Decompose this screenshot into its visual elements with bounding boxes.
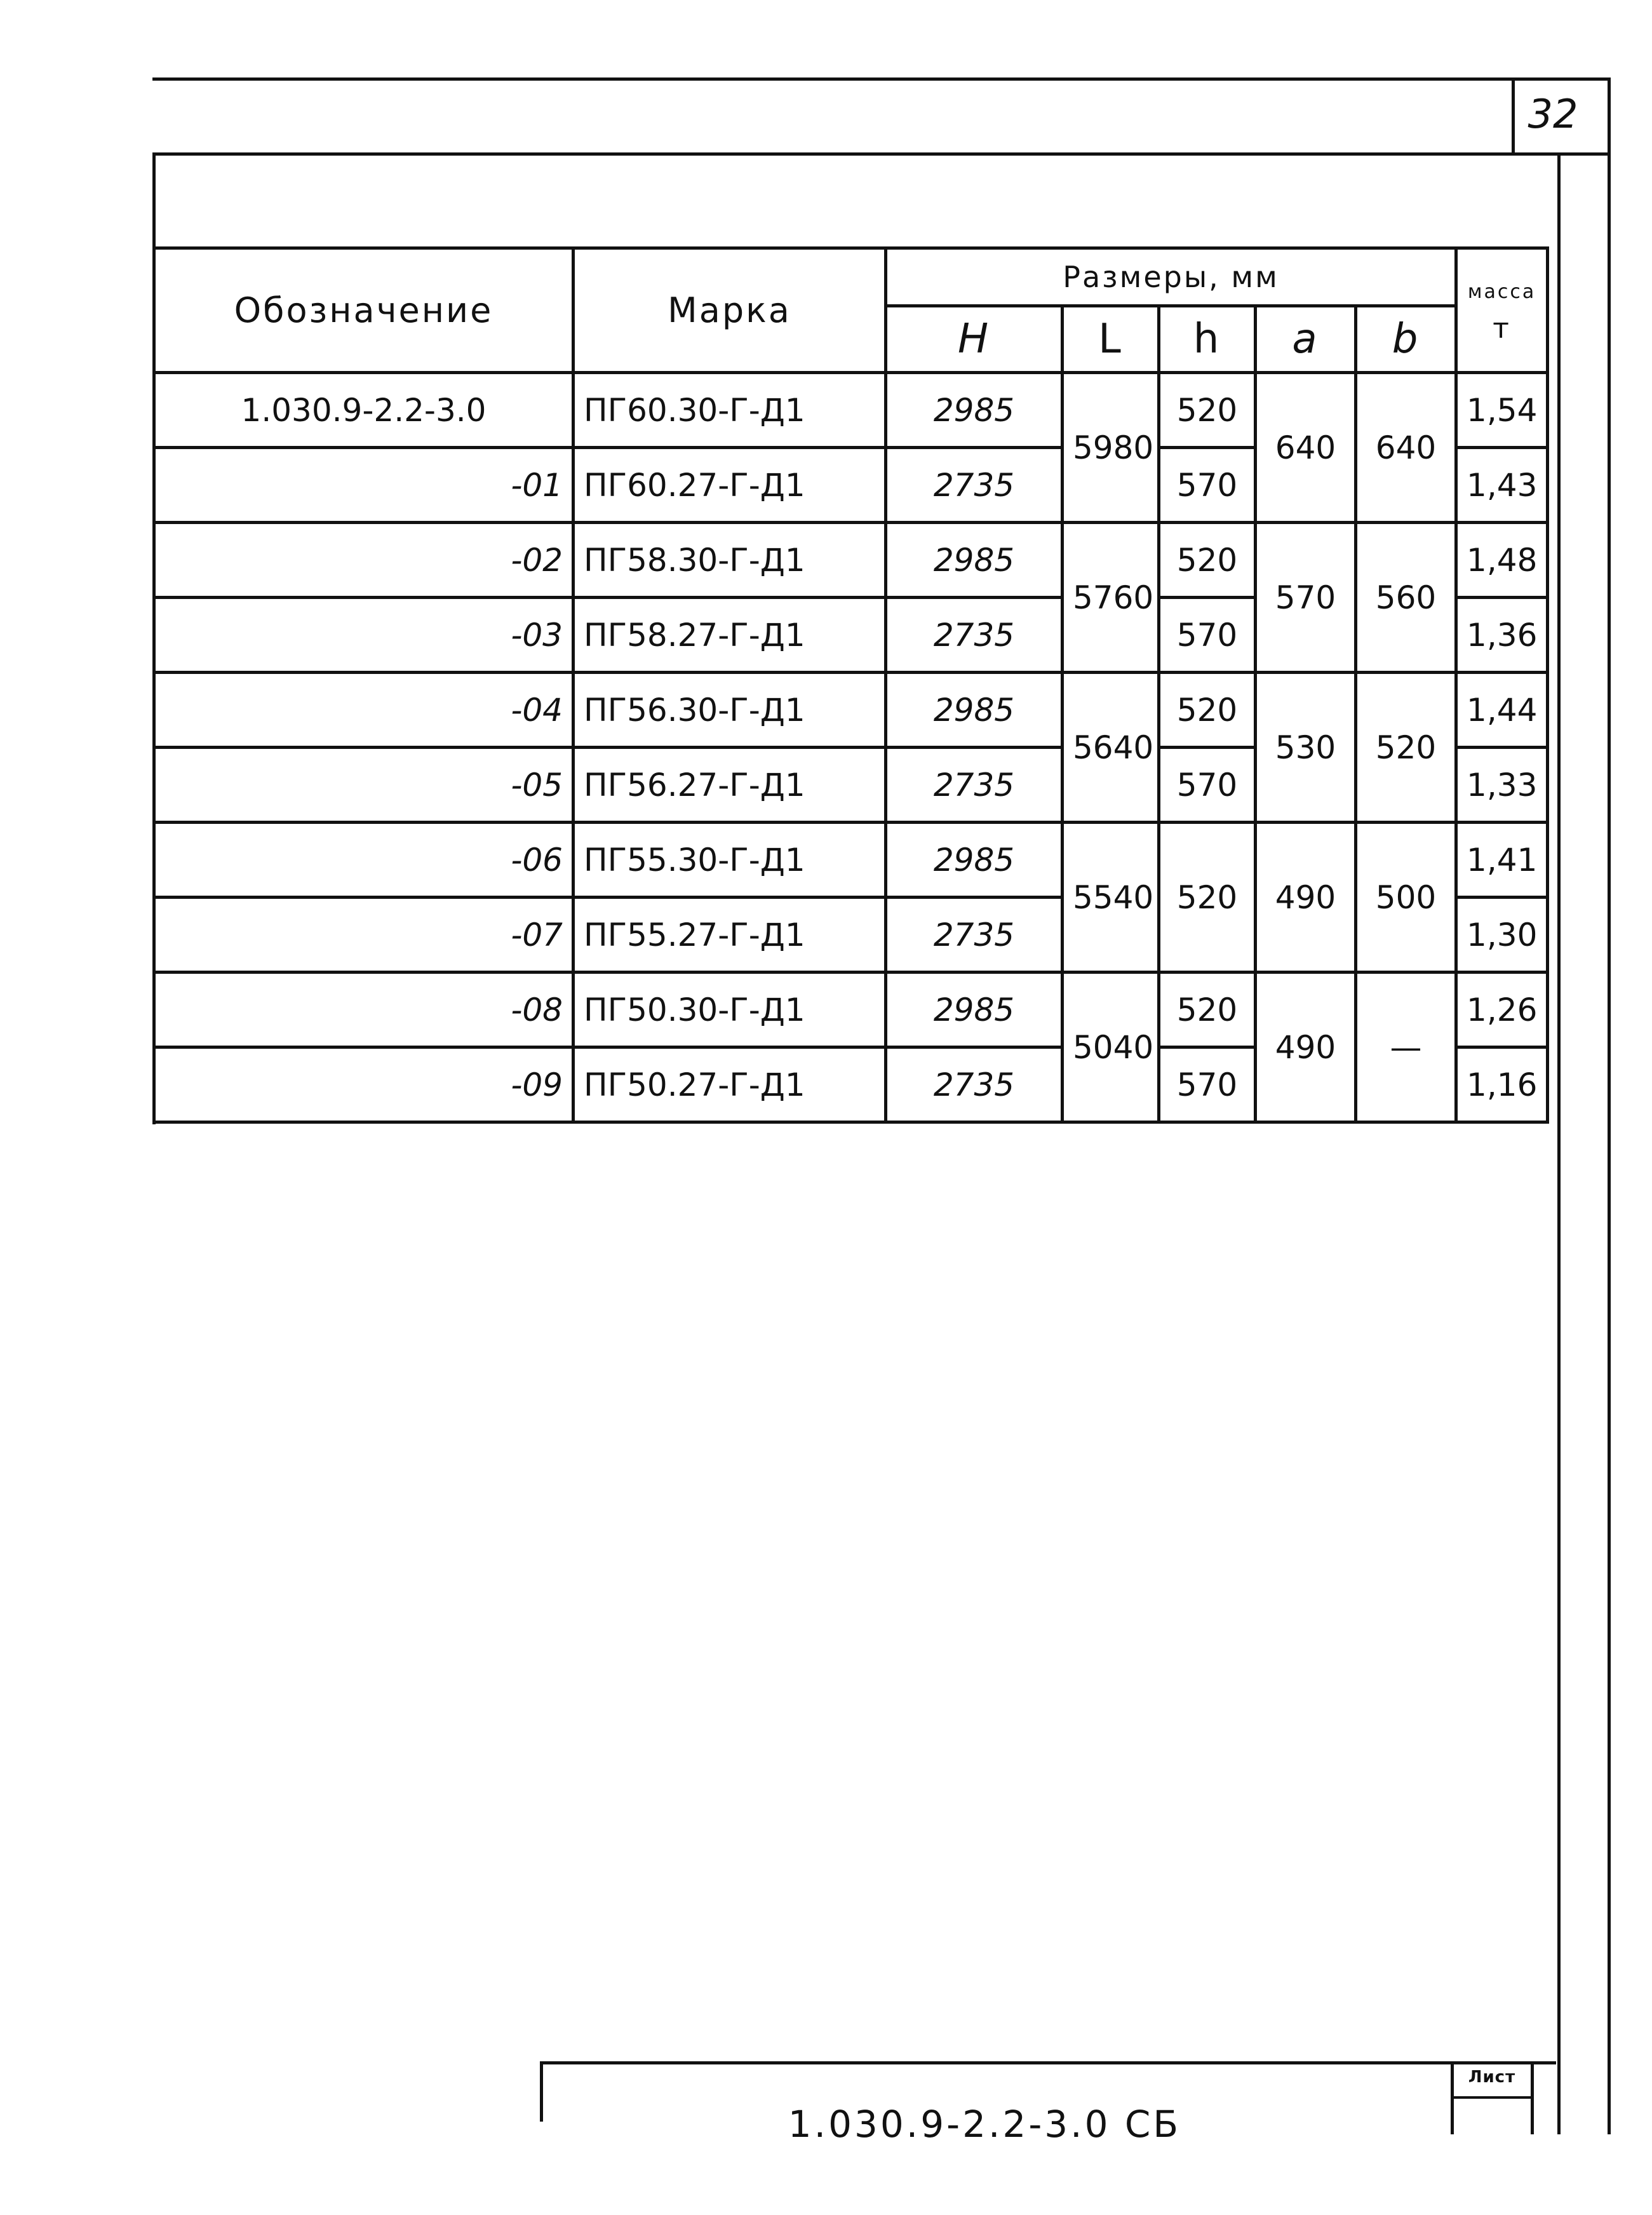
cell-h: 520 (1159, 373, 1256, 448)
cell-mass: 1,54 (1456, 373, 1548, 448)
cell-mass: 1,43 (1456, 448, 1548, 523)
cell-a: 490 (1256, 973, 1356, 1122)
cell-H: 2985 (886, 673, 1063, 748)
cell-mark: ПГ60.30-Г-Д1 (574, 373, 886, 448)
cell-h: 570 (1159, 748, 1256, 823)
cell-mark: ПГ56.30-Г-Д1 (574, 673, 886, 748)
cell-designation: -01 (154, 448, 574, 523)
cell-mass: 1,41 (1456, 823, 1548, 898)
header-dim-a: a (1256, 306, 1356, 373)
cell-H: 2985 (886, 823, 1063, 898)
cell-h: 570 (1159, 448, 1256, 523)
document-code: 1.030.9-2.2-3.0 СБ (788, 2103, 1181, 2146)
cell-h: 520 (1159, 673, 1256, 748)
cell-H: 2985 (886, 373, 1063, 448)
cell-designation: -07 (154, 898, 574, 973)
frame-top-line (152, 152, 1611, 156)
cell-L: 5640 (1063, 673, 1159, 823)
cell-h: 570 (1159, 1047, 1256, 1122)
cell-b: 560 (1356, 523, 1456, 673)
cell-designation: -02 (154, 523, 574, 598)
cell-mark: ПГ58.30-Г-Д1 (574, 523, 886, 598)
cell-b: 500 (1356, 823, 1456, 973)
cell-H: 2735 (886, 748, 1063, 823)
header-mass-unit: т (1493, 312, 1511, 345)
header-designation: Обозначение (154, 248, 574, 373)
cell-mass: 1,48 (1456, 523, 1548, 598)
cell-mass: 1,26 (1456, 973, 1548, 1047)
cell-mark: ПГ50.30-Г-Д1 (574, 973, 886, 1047)
sheet-box-divider-line (1451, 2096, 1533, 2099)
cell-mark: ПГ58.27-Г-Д1 (574, 598, 886, 673)
cell-h: 570 (1159, 598, 1256, 673)
cell-h: 520 (1159, 523, 1256, 598)
cell-designation: -04 (154, 673, 574, 748)
cell-H: 2735 (886, 448, 1063, 523)
cell-a: 640 (1256, 373, 1356, 523)
header-dimensions: Размеры, мм (886, 248, 1456, 306)
cell-mark: ПГ55.27-Г-Д1 (574, 898, 886, 973)
sheet-label: Лист (1468, 2068, 1516, 2087)
cell-a: 530 (1256, 673, 1356, 823)
cell-L: 5040 (1063, 973, 1159, 1122)
table-row (154, 823, 1548, 898)
cell-mass: 1,36 (1456, 598, 1548, 673)
cell-b: 520 (1356, 673, 1456, 823)
header-dim-L: L (1063, 306, 1159, 373)
header-mass-label: масса (1467, 280, 1536, 303)
cell-mark: ПГ55.30-Г-Д1 (574, 823, 886, 898)
page-number: 32 (1528, 91, 1578, 137)
header-mark: Марка (574, 248, 886, 373)
cell-H: 2735 (886, 1047, 1063, 1122)
cell-a: 490 (1256, 823, 1356, 973)
cell-mark: ПГ56.27-Г-Д1 (574, 748, 886, 823)
header-dim-h: h (1159, 306, 1256, 373)
header-row-1 (154, 248, 1548, 306)
table-row (154, 523, 1548, 598)
cell-designation: -05 (154, 748, 574, 823)
cell-h: 520 (1159, 823, 1256, 973)
cell-mass: 1,44 (1456, 673, 1548, 748)
cell-L: 5980 (1063, 373, 1159, 523)
title-block-top-line (540, 2061, 1556, 2064)
cell-mark: ПГ50.27-Г-Д1 (574, 1047, 886, 1122)
cell-designation: -09 (154, 1047, 574, 1122)
table-row (154, 973, 1548, 1047)
cell-H: 2985 (886, 973, 1063, 1047)
frame-outer-right-line (1608, 152, 1611, 2134)
cell-mass: 1,33 (1456, 748, 1548, 823)
top-border-line (152, 77, 1611, 81)
cell-L: 5540 (1063, 823, 1159, 973)
cell-a: 570 (1256, 523, 1356, 673)
table-row (154, 673, 1548, 748)
cell-b: — (1356, 973, 1456, 1122)
header-dim-b: b (1356, 306, 1456, 373)
header-mass (1456, 248, 1548, 373)
frame-inner-right-line (1557, 152, 1561, 2134)
cell-L: 5760 (1063, 523, 1159, 673)
page-num-box-right (1608, 77, 1611, 154)
cell-b: 640 (1356, 373, 1456, 523)
cell-mass: 1,30 (1456, 898, 1548, 973)
cell-H: 2735 (886, 598, 1063, 673)
cell-designation: -08 (154, 973, 574, 1047)
cell-mark: ПГ60.27-Г-Д1 (574, 448, 886, 523)
header-dim-H: H (886, 306, 1063, 373)
cell-mass: 1,16 (1456, 1047, 1548, 1122)
cell-designation: -06 (154, 823, 574, 898)
specification-table (152, 246, 1549, 1124)
cell-h: 520 (1159, 973, 1256, 1047)
cell-H: 2735 (886, 898, 1063, 973)
cell-designation: 1.030.9-2.2-3.0 (154, 373, 574, 448)
cell-H: 2985 (886, 523, 1063, 598)
table-row (154, 373, 1548, 448)
title-block-left-line (540, 2061, 543, 2122)
cell-designation: -03 (154, 598, 574, 673)
